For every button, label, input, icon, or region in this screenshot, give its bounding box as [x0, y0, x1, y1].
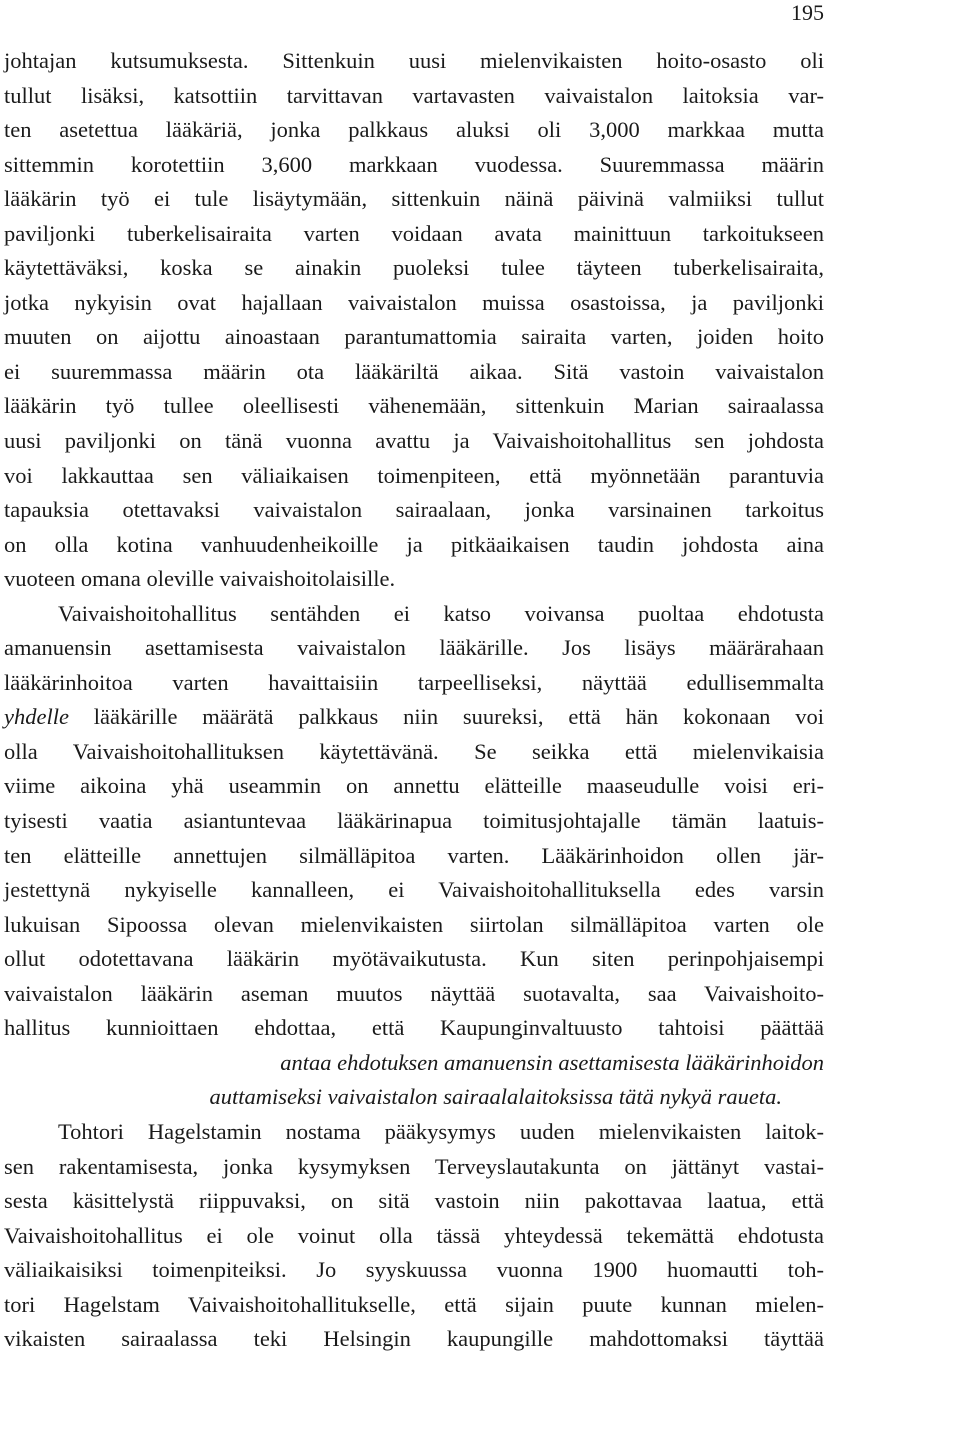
text-line: johtajan kutsumuksesta. Sittenkuin uusi mielenvikaisten hoito-osasto oli: [4, 48, 824, 73]
text-line: paviljonki tuberkelisairaita varten voidaan avata mainittuun tarkoitukseen: [4, 220, 824, 246]
text-line: käytettäväksi, koska se ainakin puoleksi tulee täyteen tuberkelisairaita,: [4, 255, 824, 281]
text-line: väliaikaisiksi toimenpiteiksi. Jo syyskuussa vuonna 1900 huomautti toh-: [4, 1257, 824, 1283]
text-line: tyisesti vaatia asiantuntevaa lääkärinapua toimitusjohtajalle tämän laatuis-: [4, 808, 824, 834]
text-line: uusi paviljonki on tänä vuonna avattu ja Vaivaishoitohallitus sen johdosta: [4, 428, 824, 454]
italic-proposal-line: antaa ehdotuksen amanuensin asettamisesta lääkärinhoidon: [280, 1049, 824, 1075]
text-line: ei suuremmassa määrin ota lääkäriltä aikaa. Sitä vastoin vaivaistalon: [4, 358, 824, 384]
text-line: on olla kotina vanhuudenheikoille ja pitkäaikaisen taudin johdosta aina: [4, 531, 824, 557]
text-line: ten asetettua lääkäriä, jonka palkkaus aluksi oli 3,000 markkaa mutta: [4, 117, 824, 143]
text-line: sesta käsittelystä riippuvaksi, on sitä vastoin niin pakottavaa laatua, että: [4, 1188, 824, 1214]
emphasized-word: yhdelle: [4, 704, 69, 730]
text-line-paragraph-start: Tohtori Hagelstamin nostama pääkysymys uuden mielenvikaisten laitok-: [58, 1118, 824, 1144]
text-line: hallitus kunnioittaen ehdottaa, että Kaupunginvaltuusto tahtoisi päättää: [4, 1015, 824, 1041]
text-line: vaivaistalon lääkärin aseman muutos näyttää suotavalta, saa Vaivaishoito-: [4, 980, 824, 1006]
page-number: 195: [791, 0, 824, 25]
italic-proposal-line: auttamiseksi vaivaistalon sairaalalaitoksissa tätä nykyä raueta.: [209, 1084, 782, 1110]
text-line: tullut lisäksi, katsottiin tarvittavan vartavasten vaivaistalon laitoksia var-: [4, 82, 824, 108]
text-line: viime aikoina yhä useammin on annettu elätteille maaseudulle voisi eri-: [4, 773, 824, 799]
text-line: jestettynä nykyiselle kannalleen, ei Vaivaishoitohallituksella edes varsin: [4, 877, 824, 903]
text-line: tori Hagelstam Vaivaishoitohallitukselle, että sijain puute kunnan mielen-: [4, 1291, 824, 1317]
text-line: sittemmin korotettiin 3,600 markkaan vuodessa. Suuremmassa määrin: [4, 151, 824, 177]
text-line: ten elätteille annettujen silmälläpitoa varten. Lääkärinhoidon ollen jär-: [4, 842, 824, 868]
text-line: lukuisan Sipoossa olevan mielenvikaisten siirtolan silmälläpitoa varten ole: [4, 911, 824, 937]
body-text: [4, 44, 824, 1357]
text-line: muuten on aijottu ainoastaan parantumattomia sairaita varten, joiden hoito: [4, 324, 824, 350]
text-line: vikaisten sairaalassa teki Helsingin kaupungille mahdottomaksi täyttää: [4, 1326, 824, 1352]
text-line-paragraph-start: Vaivaishoitohallitus sentähden ei katso voivansa puoltaa ehdotusta: [58, 600, 824, 626]
text-line: jotka nykyisin ovat hajallaan vaivaistalon muissa osastoissa, ja paviljonki: [4, 289, 824, 315]
text-line: voi lakkauttaa sen väliaikaisen toimenpiteen, että myönnetään parantuvia: [4, 462, 824, 488]
text-line: sen rakentamisesta, jonka kysymyksen Terveyslautakunta on jättänyt vastai-: [4, 1153, 824, 1179]
text-line: tapauksia otettavaksi vaivaistalon sairaalaan, jonka varsinainen tarkoitus: [4, 497, 824, 523]
text-line: Vaivaishoitohallitus ei ole voinut olla tässä yhteydessä tekemättä ehdotusta: [4, 1222, 824, 1248]
text-line: lääkärinhoitoa varten havaittaisiin tarpeelliseksi, näyttää edullisemmalta: [4, 669, 824, 695]
text-line-paragraph-end: vuoteen omana oleville vaivaishoitolaisille.: [4, 566, 396, 592]
text-line: amanuensin asettamisesta vaivaistalon lääkärille. Jos lisäys määrärahaan: [4, 635, 824, 661]
text-line: lääkärin työ tullee oleellisesti vähenemään, sittenkuin Marian sairaalassa: [4, 393, 824, 419]
text-line: olla Vaivaishoitohallituksen käytettävänä. Se seikka että mielenvikaisia: [4, 738, 824, 764]
text-line-with-emphasis: [4, 700, 824, 735]
text-line: ollut odotettavana lääkärin myötävaikutusta. Kun siten perinpohjaisempi: [4, 946, 824, 972]
text-line-rest: lääkärille määrätä palkkaus niin suureksi, että hän kokonaan voi: [93, 704, 824, 730]
text-line: lääkärin työ ei tule lisäytymään, sittenkuin näinä päivinä valmiiksi tullut: [4, 186, 824, 212]
